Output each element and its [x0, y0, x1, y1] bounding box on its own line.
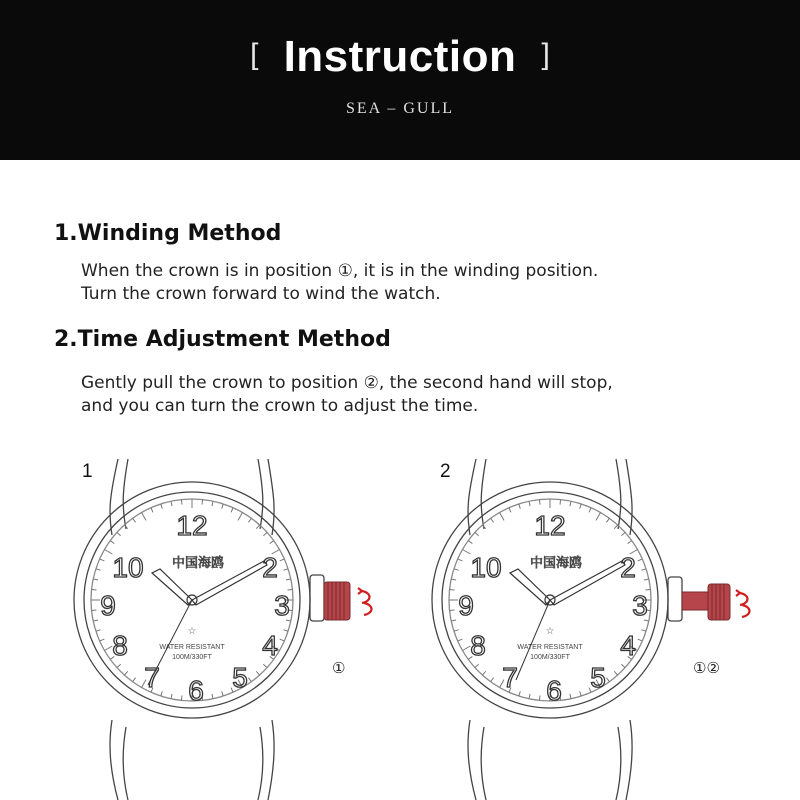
minute-tick: [458, 639, 463, 641]
minute-tick: [93, 620, 98, 621]
section-heading: 1.Winding Method: [54, 221, 282, 246]
dial-numerals: [458, 510, 648, 706]
dial-logo: 中国海鸥: [529, 556, 583, 571]
watch-hands: [148, 561, 267, 685]
watch-hands: [510, 561, 625, 680]
minute-tick: [450, 589, 455, 590]
water-resistant-text: WATER RESISTANT: [159, 644, 225, 651]
minute-tick: [500, 513, 505, 521]
minute-tick: [133, 518, 136, 522]
minute-tick: [606, 518, 609, 522]
star-icon: ☆: [545, 626, 555, 637]
minute-tick: [110, 541, 114, 544]
minute-tick: [628, 541, 632, 544]
second-hand: [516, 600, 550, 680]
minute-tick: [280, 639, 285, 641]
numeral-6: 6: [546, 675, 562, 706]
minute-tick: [256, 525, 259, 529]
minute-tick: [539, 500, 540, 505]
figure-number: 1: [82, 461, 93, 482]
minute-tick: [451, 620, 456, 621]
minute-tick: [280, 559, 285, 561]
text-line: Gently pull the crown to position ②, the second hand will stop,: [81, 373, 613, 393]
numeral-5: 5: [590, 662, 606, 693]
section-text: [54, 372, 613, 418]
minute-tick: [96, 630, 101, 632]
dial-logo: 中国海鸥: [171, 556, 225, 571]
minute-tick: [93, 579, 98, 580]
minute-tick: [539, 695, 540, 700]
minute-tick: [638, 639, 643, 641]
minute-tick: [212, 501, 213, 506]
minute-tick: [641, 630, 646, 632]
crown-icon: [682, 584, 730, 620]
dial-numerals: [100, 510, 290, 706]
water-resistant-text: WATER RESISTANT: [517, 644, 583, 651]
minute-tick: [212, 694, 213, 699]
numeral-3: 3: [632, 590, 648, 621]
minute-tick: [161, 504, 163, 509]
minute-tick: [580, 504, 582, 509]
numeral-7: 7: [144, 662, 160, 693]
minute-tick: [142, 513, 147, 521]
numeral-10: 10: [470, 552, 502, 583]
minute-tick: [580, 691, 582, 696]
section-heading: 2.Time Adjustment Method: [54, 327, 391, 352]
header-banner: [0, 0, 800, 160]
minute-tick: [491, 518, 494, 522]
minute-tick: [589, 508, 591, 513]
crown-position-label: ①②: [693, 659, 720, 677]
minute-tick: [105, 550, 113, 555]
minute-tick: [614, 525, 617, 529]
minute-tick: [641, 569, 646, 571]
hour-hand: [510, 569, 550, 605]
minute-tick: [231, 508, 233, 513]
numeral-9: 9: [100, 590, 116, 621]
minute-tick: [638, 559, 643, 561]
numeral-4: 4: [262, 630, 278, 661]
crown-position-label: ①: [332, 659, 346, 677]
text-line: Turn the crown forward to wind the watch.: [81, 284, 441, 304]
section-text: [54, 260, 598, 306]
title-row: [0, 32, 800, 82]
hour-hand: [152, 569, 192, 605]
section-winding: [54, 221, 598, 306]
title-bracket-right: ]: [541, 38, 550, 71]
brand-name: SEA – GULL: [346, 100, 454, 117]
minute-tick: [270, 541, 274, 544]
minute-tick: [463, 646, 471, 651]
numeral-5: 5: [232, 662, 248, 693]
numeral-6: 6: [188, 675, 204, 706]
minute-tick: [458, 559, 463, 561]
minute-tick: [596, 513, 601, 521]
numeral-10: 10: [112, 552, 144, 583]
numeral-4: 4: [620, 630, 636, 661]
minute-tick: [133, 678, 136, 682]
rotate-arrow-icon: [736, 590, 750, 617]
numeral-2: 2: [620, 552, 636, 583]
minute-tick: [621, 664, 625, 667]
minute-tick: [570, 694, 571, 699]
minute-tick: [161, 691, 163, 696]
minute-tick: [124, 671, 127, 675]
numeral-9: 9: [458, 590, 474, 621]
numeral-12: 12: [534, 510, 566, 541]
minute-tick: [283, 569, 288, 571]
minute-tick: [283, 630, 288, 632]
rotate-arrow-icon: [358, 588, 372, 615]
numeral-3: 3: [274, 590, 290, 621]
minute-tick: [171, 501, 172, 506]
minute-tick: [463, 550, 471, 555]
page-title: Instruction: [283, 32, 517, 81]
depth-text: 100M/330FT: [530, 654, 570, 661]
minute-tick: [644, 579, 649, 580]
numeral-8: 8: [470, 630, 486, 661]
minute-tick: [117, 532, 121, 535]
text-line: When the crown is in position ①, it is in the winding position.: [81, 261, 599, 281]
minute-tick: [248, 518, 251, 522]
text-line: and you can turn the crown to adjust the time.: [81, 396, 479, 416]
minute-tick: [614, 671, 617, 675]
minute-tick: [117, 664, 121, 667]
minute-tick: [92, 610, 97, 611]
minute-tick: [454, 630, 459, 632]
minute-tick: [475, 664, 479, 667]
minute-tick: [286, 579, 291, 580]
minute-tick: [491, 678, 494, 682]
numeral-12: 12: [176, 510, 208, 541]
minute-tick: [450, 610, 455, 611]
star-icon: ☆: [187, 626, 197, 637]
minute-tick: [621, 532, 625, 535]
watch-illustration-2: [428, 455, 768, 800]
minute-tick: [482, 671, 485, 675]
second-hand: [148, 600, 192, 685]
numeral-2: 2: [262, 552, 278, 583]
minute-tick: [454, 569, 459, 571]
minute-tick: [96, 569, 101, 571]
numeral-7: 7: [502, 662, 518, 693]
title-bracket-left: [: [250, 38, 259, 71]
minute-tick: [519, 691, 521, 696]
minute-tick: [263, 532, 267, 535]
crown-stem: [682, 592, 708, 610]
minute-tick: [606, 678, 609, 682]
minute-tick: [181, 695, 182, 700]
minute-tick: [202, 500, 203, 505]
minute-tick: [475, 532, 479, 535]
minute-tick: [451, 579, 456, 580]
section-time-adjustment: [54, 327, 613, 418]
minute-tick: [100, 639, 105, 641]
minute-tick: [171, 694, 172, 699]
minute-tick: [570, 501, 571, 506]
crown-icon: [324, 582, 350, 620]
watch-illustration-1: [70, 455, 390, 800]
depth-text: 100M/330FT: [172, 654, 212, 661]
minute-tick: [263, 664, 267, 667]
minute-tick: [560, 500, 561, 505]
minute-tick: [238, 513, 243, 521]
minute-tick: [509, 508, 511, 513]
minute-tick: [529, 694, 530, 699]
minute-tick: [248, 678, 251, 682]
minute-tick: [519, 504, 521, 509]
minute-tick: [92, 589, 97, 590]
minute-tick: [256, 671, 259, 675]
minute-tick: [222, 504, 224, 509]
minute-tick: [100, 559, 105, 561]
minute-tick: [529, 501, 530, 506]
minute-tick: [468, 541, 472, 544]
numeral-8: 8: [112, 630, 128, 661]
minute-tick: [151, 508, 153, 513]
figure-number: 2: [440, 461, 451, 482]
minute-tick: [222, 691, 224, 696]
minute-tick: [105, 646, 113, 651]
minute-tick: [181, 500, 182, 505]
